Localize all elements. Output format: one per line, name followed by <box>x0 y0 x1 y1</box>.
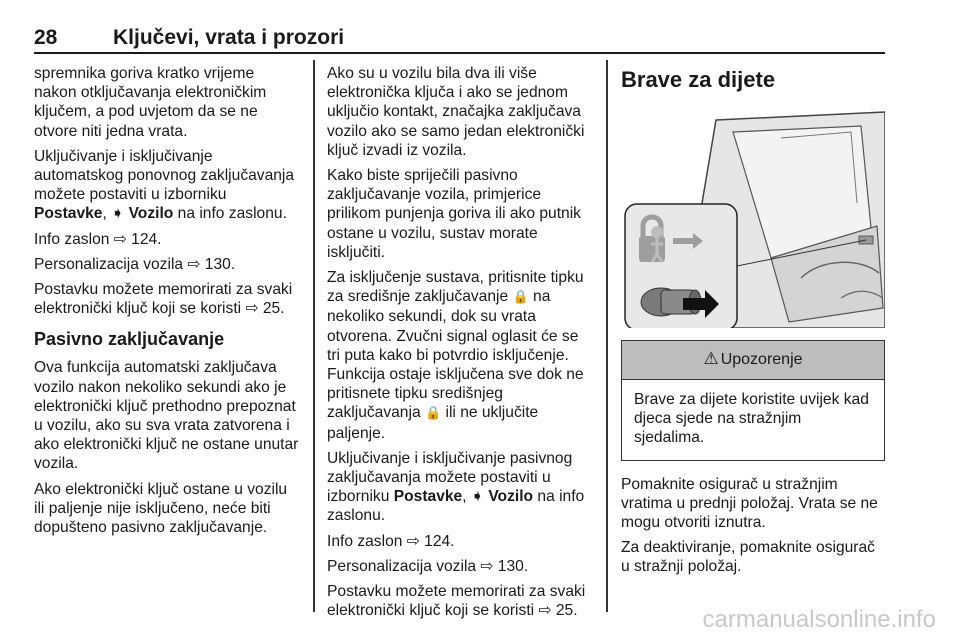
lock-icon: 🔒 <box>424 406 442 422</box>
lock-icon: 🔒 <box>512 290 529 306</box>
cross-reference: Info zaslon ⇨ 124. <box>34 230 162 248</box>
section-heading: Brave za dijete <box>621 67 776 92</box>
page-header <box>34 26 892 52</box>
column-3 <box>621 64 885 583</box>
cross-reference: Personalizacija vozila ⇨ 130. <box>34 255 236 273</box>
paragraph: Za isključenje sustava, pritisnite tipku za središnje zaključavanje 🔒 na nekoliko sekundi, dok su vrata otvorena. Zvučni signal oglasit će se tri puta kako bi potvrdio isključenje. Funkcija ostaje isključena sve dok ne pritisnete tipku središnjeg zaključavanja 🔒 ili ne uključite paljenje. <box>327 269 584 442</box>
column-divider <box>313 60 315 612</box>
paragraph: Ako su u vozilu bila dva ili više elektronička ključa i ako se jednom uključio kontakt, značajka zaključava vozilo ako se samo jedan elektronički ključ izvadi iz vozila. <box>327 65 585 159</box>
column-1 <box>34 64 300 543</box>
column-divider <box>606 60 608 612</box>
warning-title: Upozorenje <box>720 351 803 369</box>
paragraph: spremnika goriva kratko vrijeme nakon otključavanja elektroničkim ključem, a pod uvjetom da se ne otvore niti jedna vrata. <box>34 65 267 140</box>
paragraph: Pomaknite osigurač u stražnjim vratima u prednji položaj. Vrata se ne mogu otvoriti iznutra. <box>621 475 878 532</box>
paragraph: Ova funkcija automatski zaključava vozilo nakon nekoliko sekundi ako je elektronički ključ prethodno prepoznat u vozilu, ako su sva vrata zatvorena i ako elektronički ključ ne ostane unutar vozila. <box>34 359 299 473</box>
menu-settings: Postavke <box>393 488 463 506</box>
cross-reference: Info zaslon ⇨ 124. <box>327 532 455 550</box>
watermark: carmanualsonline.info <box>702 606 936 633</box>
paragraph: Postavku možete memorirati za svaki elektronički ključ koji se koristi ⇨ 25. <box>34 281 293 318</box>
section-heading: Pasivno zaključavanje <box>34 329 225 350</box>
paragraph: Uključivanje i isključivanje automatskog ponovnog zaključavanja možete postaviti u izborniku Postavke, ➧ Vozilo na info zaslonu. <box>34 147 295 223</box>
header-rule <box>34 52 885 54</box>
child-lock-illustration <box>621 108 885 328</box>
menu-settings: Postavke <box>34 205 103 223</box>
menu-vehicle: Vozilo <box>128 205 174 223</box>
paragraph: Kako biste spriječili pasivno zaključavanje vozila, primjerice prilikom punjenja goriva ili ako putnik ostane u vozilu, sustav morate isključiti. <box>327 167 581 261</box>
paragraph: Za deaktiviranje, pomaknite osigurač u stražnji položaj. <box>621 539 875 576</box>
paragraph: Ako elektronički ključ ostane u vozilu ili paljenje nije isključeno, neće biti dopušteno pasivno zaključavanje. <box>34 480 288 537</box>
page-number: 28 <box>34 26 58 49</box>
column-2 <box>327 64 595 626</box>
cross-reference: Personalizacija vozila ⇨ 130. <box>327 557 529 575</box>
chapter-title: Ključevi, vrata i prozori <box>113 26 345 49</box>
warning-box <box>621 340 885 461</box>
menu-vehicle: Vozilo <box>488 488 534 506</box>
warning-header <box>622 341 884 380</box>
warning-text: Brave za dijete koristite uvijek kad djeca sjede na stražnjim sjedalima. <box>634 391 869 447</box>
warning-icon: ⚠ <box>703 349 719 370</box>
paragraph: Uključivanje i isključivanje pasivnog zaključavanja možete postaviti u izborniku Postavke, ➧ Vozilo na info zaslonu. <box>327 449 585 525</box>
paragraph: Postavku možete memorirati za svaki elektronički ključ koji se koristi ⇨ 25. <box>327 583 586 620</box>
